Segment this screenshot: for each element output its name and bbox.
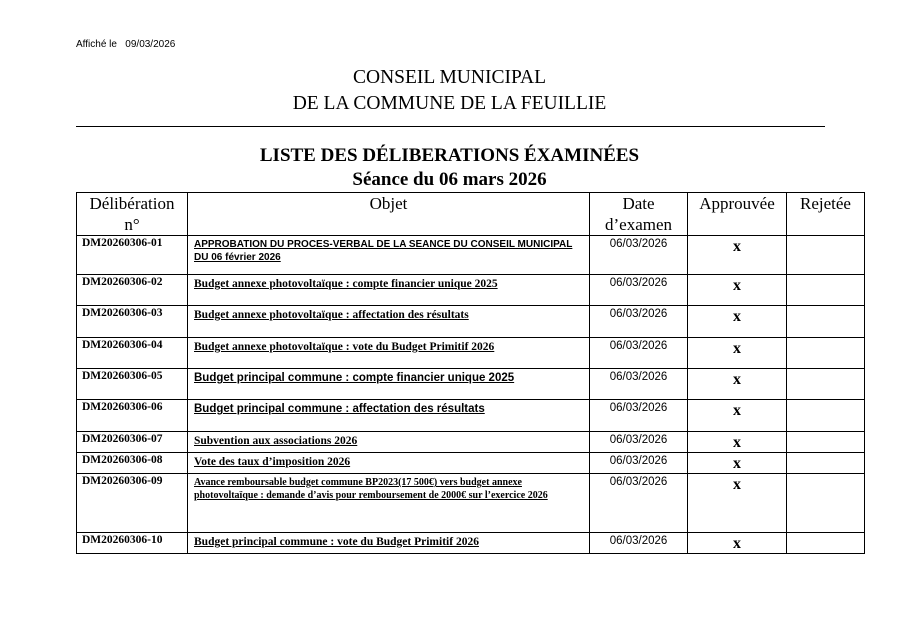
approved-mark: x xyxy=(688,400,787,432)
table-row xyxy=(77,306,865,338)
deliberation-number: DM20260306-02 xyxy=(77,275,188,306)
table-row xyxy=(77,275,865,306)
exam-date: 06/03/2026 xyxy=(590,338,688,369)
table-row xyxy=(77,369,865,400)
deliberation-number: DM20260306-07 xyxy=(77,432,188,453)
deliberation-object: Subvention aux associations 2026 xyxy=(188,432,590,453)
rejected-cell xyxy=(787,453,865,474)
rejected-cell xyxy=(787,400,865,432)
approved-mark: x xyxy=(688,369,787,400)
deliberation-object: Budget annexe photovoltaïque : vote du Budget Primitif 2026 xyxy=(188,338,590,369)
exam-date: 06/03/2026 xyxy=(590,432,688,453)
table-row xyxy=(77,400,865,432)
deliberation-object: Budget principal commune : compte financier unique 2025 xyxy=(188,369,590,400)
deliberation-number: DM20260306-08 xyxy=(77,453,188,474)
table-row xyxy=(77,533,865,554)
exam-date: 06/03/2026 xyxy=(590,275,688,306)
approved-mark: x xyxy=(688,533,787,554)
table-row xyxy=(77,432,865,453)
approved-mark: x xyxy=(688,275,787,306)
exam-date: 06/03/2026 xyxy=(590,236,688,275)
approved-mark: x xyxy=(688,306,787,338)
deliberation-object: Budget principal commune : affectation des résultats xyxy=(188,400,590,432)
rejected-cell xyxy=(787,533,865,554)
rejected-cell xyxy=(787,306,865,338)
approved-mark: x xyxy=(688,432,787,453)
header-deliberation-line1: Délibération xyxy=(89,194,175,213)
commune-title: DE LA COMMUNE DE LA FEUILLIE xyxy=(292,93,607,114)
header-deliberation-line2: n° xyxy=(124,215,140,234)
session-title: Séance du 06 mars 2026 xyxy=(352,169,547,190)
deliberation-object: Avance remboursable budget commune BP2023(17 500€) vers budget annexe photovoltaïque : demande d’avis pour remboursement de 2000€ sur l’exercice 2026 xyxy=(188,474,590,533)
rejected-cell xyxy=(787,236,865,275)
deliberations-table xyxy=(76,192,865,554)
deliberation-number: DM20260306-04 xyxy=(77,338,188,369)
table-header-row xyxy=(77,193,865,236)
rejected-cell xyxy=(787,369,865,400)
exam-date: 06/03/2026 xyxy=(590,400,688,432)
table-row xyxy=(77,338,865,369)
header-approuvee: Approuvée xyxy=(688,193,787,236)
rejected-cell xyxy=(787,275,865,306)
deliberation-number: DM20260306-01 xyxy=(77,236,188,275)
approved-mark: x xyxy=(688,474,787,533)
deliberation-number: DM20260306-06 xyxy=(77,400,188,432)
deliberation-object: Budget principal commune : vote du Budget Primitif 2026 xyxy=(188,533,590,554)
header-date-line1: Date xyxy=(622,194,655,213)
header-divider xyxy=(76,126,825,127)
deliberation-number: DM20260306-09 xyxy=(77,474,188,533)
exam-date: 06/03/2026 xyxy=(590,533,688,554)
header-date xyxy=(590,193,688,236)
header-deliberation xyxy=(77,193,188,236)
rejected-cell xyxy=(787,474,865,533)
approved-mark: x xyxy=(688,338,787,369)
council-title: CONSEIL MUNICIPAL xyxy=(352,67,547,88)
exam-date: 06/03/2026 xyxy=(590,453,688,474)
approved-mark: x xyxy=(688,236,787,275)
list-title: LISTE DES DÉLIBERATIONS ÉXAMINÉES xyxy=(259,145,640,166)
table-row xyxy=(77,236,865,275)
deliberation-object: Budget annexe photovoltaïque : compte financier unique 2025 xyxy=(188,275,590,306)
deliberation-number: DM20260306-03 xyxy=(77,306,188,338)
table-row xyxy=(77,474,865,533)
deliberation-number: DM20260306-10 xyxy=(77,533,188,554)
deliberation-object: APPROBATION DU PROCES-VERBAL DE LA SEANCE DU CONSEIL MUNICIPAL DU 06 février 2026 xyxy=(188,236,590,275)
rejected-cell xyxy=(787,338,865,369)
deliberation-number: DM20260306-05 xyxy=(77,369,188,400)
deliberation-object: Vote des taux d’imposition 2026 xyxy=(188,453,590,474)
table-row xyxy=(77,453,865,474)
header-objet: Objet xyxy=(188,193,590,236)
header-date-line2: d’examen xyxy=(604,215,673,234)
rejected-cell xyxy=(787,432,865,453)
header-rejetee: Rejetée xyxy=(787,193,865,236)
approved-mark: x xyxy=(688,453,787,474)
deliberation-object: Budget annexe photovoltaïque : affectation des résultats xyxy=(188,306,590,338)
exam-date: 06/03/2026 xyxy=(590,306,688,338)
exam-date: 06/03/2026 xyxy=(590,369,688,400)
posted-date-label: Affiché le 09/03/2026 xyxy=(76,39,176,50)
exam-date: 06/03/2026 xyxy=(590,474,688,533)
